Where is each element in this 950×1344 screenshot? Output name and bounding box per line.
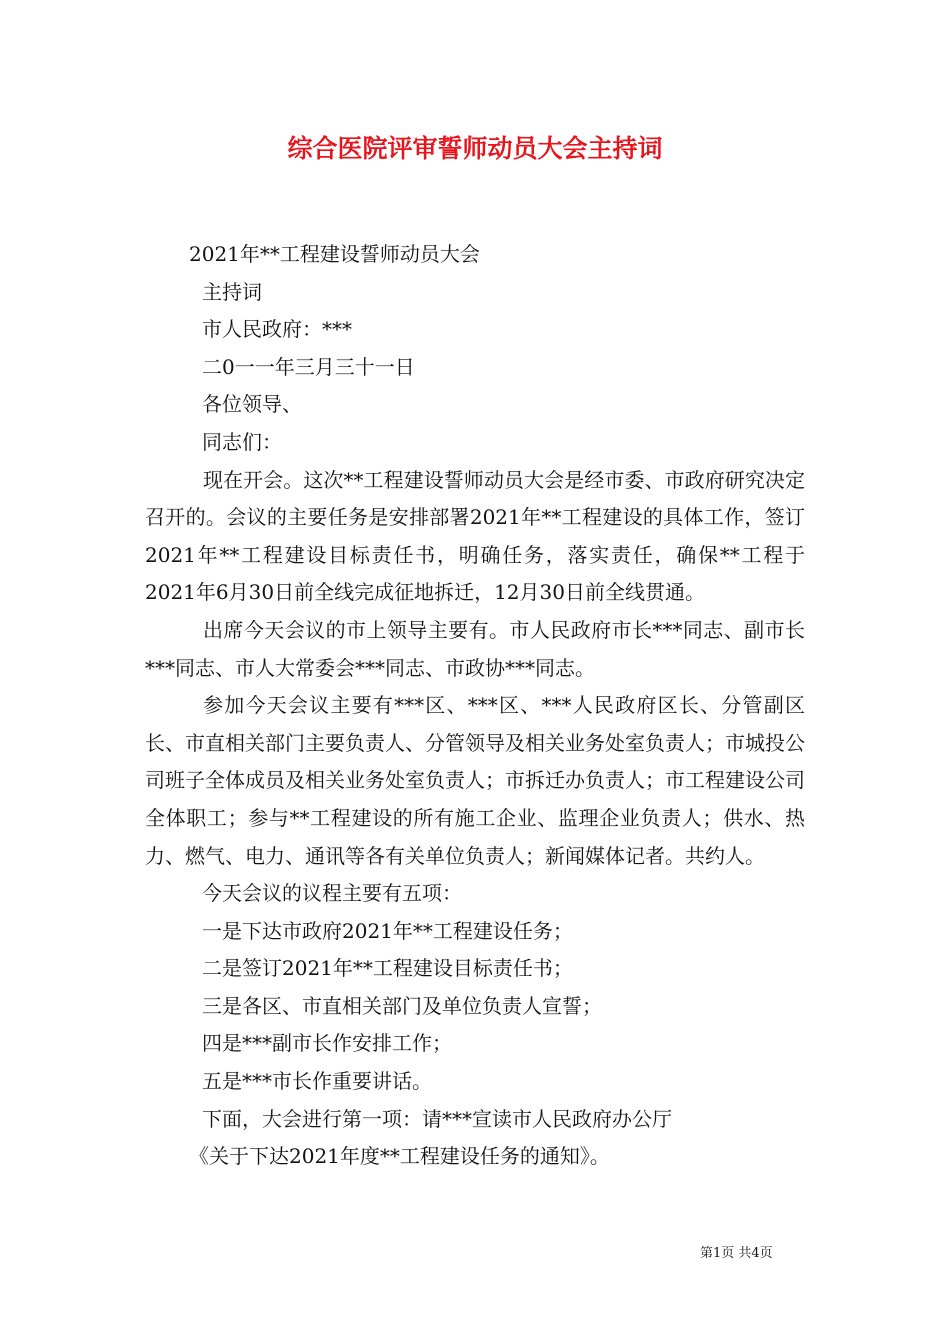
greeting-line-2: 同志们： [202, 429, 282, 454]
agenda-item-3: 三是各区、市直相关部门及单位负责人宣誓； [202, 993, 602, 1018]
paragraph-opening: 现在开会。这次**工程建设誓师动员大会是经市委、市政府研究决定召开的。会议的主要任务是安排部署2021年**工程建设的具体工作，签订2021年**工程建设目标责任书，明确任务，落实责任，确保**工程于2021年6月30日前全线完成征地拆迁，12月30日前全线贯通。 [145, 467, 805, 605]
agenda-next-step: 下面，大会进行第一项：请***宣读市人民政府办公厅 [202, 1106, 672, 1131]
issuer-line: 市人民政府：*** [202, 317, 352, 342]
meeting-name-line: 2021年**工程建设誓师动员大会 [189, 242, 480, 266]
page-number: 第1页 共4页 [700, 1246, 773, 1261]
agenda-item-4: 四是***副市长作安排工作； [202, 1031, 452, 1056]
agenda-item-5: 五是***市长作重要讲话。 [202, 1069, 432, 1094]
document-body [145, 236, 805, 1176]
document-title: 综合医院评审誓师动员大会主持词 [287, 134, 663, 163]
notice-title-line: 《关于下达2021年度**工程建设任务的通知》。 [189, 1144, 610, 1169]
paragraph-participants: 参加今天会议主要有***区、***区、***人民政府区长、分管副区长、市直相关部门主要负责人、分管领导及相关业务处室负责人；市城投公司班子全体成员及相关业务处室负责人；市拆迁办负责人；市工程建设公司全体职工；参与**工程建设的所有施工企业、监理企业负责人；供水、热力、燃气、电力、通讯等各有关单位负责人；新闻媒体记者。共约人。 [145, 693, 805, 868]
date-line: 二0一一年三月三十一日 [202, 354, 415, 379]
agenda-intro: 今天会议的议程主要有五项： [202, 881, 462, 906]
doc-type-line: 主持词 [202, 279, 262, 304]
paragraph-attending-leaders: 出席今天会议的市上领导主要有。市人民政府市长***同志、副市长***同志、市人大常委会***同志、市政协***同志。 [145, 617, 805, 680]
agenda-item-1: 一是下达市政府2021年**工程建设任务； [202, 918, 573, 943]
greeting-line-1: 各位领导、 [202, 392, 302, 417]
agenda-item-2: 二是签订2021年**工程建设目标责任书； [202, 956, 573, 981]
